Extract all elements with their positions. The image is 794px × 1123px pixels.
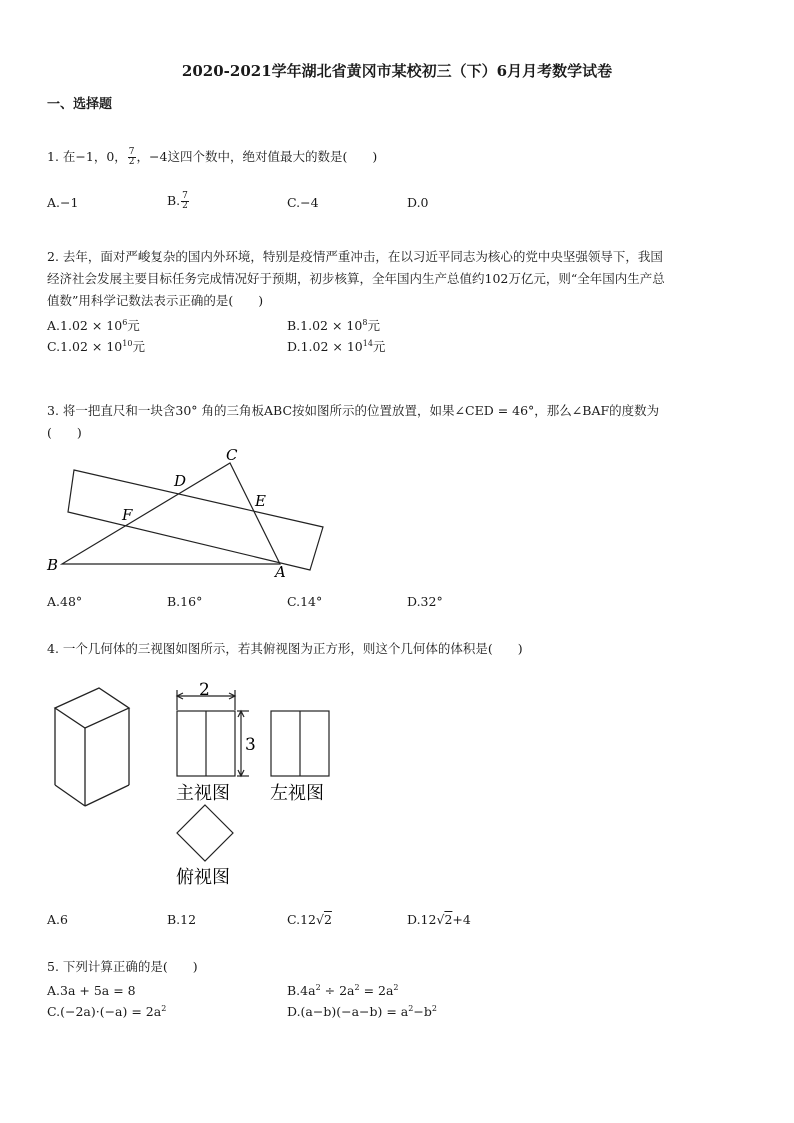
top-view-drawing xyxy=(177,805,233,861)
option-label: D. xyxy=(287,339,301,354)
exponent: 6 xyxy=(122,317,128,327)
exponent: 2 xyxy=(161,1004,167,1013)
q1-stem-part: 1. 在−1，0， xyxy=(47,149,127,164)
question-4-stem: 4. 一个几何体的三视图如图所示，若其俯视图为正方形，则这个几何体的体积是( ) xyxy=(47,641,523,656)
option-label: B. xyxy=(167,193,181,208)
exponent: 2 xyxy=(431,1004,437,1013)
fraction-numerator: 7 xyxy=(182,191,188,201)
q5-option-a[interactable]: A.3a + 5a = 8 xyxy=(47,983,136,998)
exponent: 2 xyxy=(315,983,321,992)
exponent: 10 xyxy=(122,338,133,348)
sqrt-sign: √ xyxy=(316,912,324,927)
q3-option-d[interactable]: D.32° xyxy=(407,594,443,609)
question-5-stem: 5. 下列计算正确的是( ) xyxy=(47,959,198,974)
option-label: C. xyxy=(47,339,61,354)
q4-option-c[interactable] xyxy=(287,912,332,927)
fraction-seven-halves xyxy=(181,192,189,211)
option-text: +4 xyxy=(452,912,471,927)
fraction-seven-halves xyxy=(128,148,136,167)
q4-option-a[interactable]: A.6 xyxy=(47,912,68,927)
option-text: = 2a xyxy=(359,983,394,999)
front-view-drawing xyxy=(177,690,249,776)
option-text: C.12 xyxy=(287,912,316,927)
q3-option-c[interactable]: C.14° xyxy=(287,594,323,609)
q1-option-a[interactable]: A.−1 xyxy=(47,195,79,210)
q1-option-d[interactable]: D.0 xyxy=(407,195,429,210)
option-label: B. xyxy=(287,318,301,333)
dimension-width: 2 xyxy=(199,680,210,700)
q1-stem-part: ，−4这四个数中，绝对值最大的数是( ) xyxy=(136,149,378,164)
label-b: B xyxy=(47,556,59,574)
q1-option-b[interactable] xyxy=(167,192,190,211)
unit: 元 xyxy=(367,318,380,333)
option-text: −b xyxy=(413,1004,432,1020)
exponent: 14 xyxy=(362,338,373,348)
sci-base: 1.02 × 10 xyxy=(60,339,123,354)
label-f: F xyxy=(122,506,133,524)
exponent: 2 xyxy=(354,983,360,992)
q3-option-b[interactable]: B.16° xyxy=(167,594,203,609)
q1-option-c[interactable]: C.−4 xyxy=(287,195,319,210)
front-view-label: 主视图 xyxy=(176,783,230,804)
label-e: E xyxy=(255,492,266,510)
q2-line: 2. 去年，面对严峻复杂的国内外环境，特别是疫情严重冲击，在以习近平同志为核心的党中央坚强领导下，我国 xyxy=(47,249,663,264)
exponent: 8 xyxy=(362,317,368,327)
q2-option-c[interactable] xyxy=(47,337,145,355)
sqrt-sign: √ xyxy=(436,912,445,927)
section-heading: 一、选择题 xyxy=(47,97,113,112)
option-text: D.12 xyxy=(407,912,437,927)
sqrt-argument: 2 xyxy=(323,912,332,927)
fraction-denominator: 2 xyxy=(128,157,135,167)
label-c: C xyxy=(226,446,238,464)
option-label: A. xyxy=(47,318,61,333)
sci-base: 1.02 × 10 xyxy=(300,318,363,333)
q5-option-c[interactable] xyxy=(47,1004,166,1019)
top-view-label: 俯视图 xyxy=(176,867,230,888)
fraction-numerator: 7 xyxy=(128,147,135,157)
option-text: B.4a xyxy=(287,983,316,999)
q3-line: ( ) xyxy=(47,425,82,440)
option-text: ÷ 2a xyxy=(320,983,355,999)
q4-option-d[interactable] xyxy=(407,912,471,927)
q5-option-d[interactable] xyxy=(287,1004,437,1019)
page-title: 2020-2021学年湖北省黄冈市某校初三（下）6月月考数学试卷 xyxy=(181,62,613,80)
exponent: 2 xyxy=(393,983,399,992)
q2-line: 经济社会发展主要目标任务完成情况好于预期，初步核算，全年国内生产总值约102万亿元，则“全年国内生产总 xyxy=(47,271,665,286)
q2-option-a[interactable] xyxy=(47,316,140,334)
q3-option-a[interactable]: A.48° xyxy=(47,594,83,609)
question-2-stem xyxy=(47,246,752,312)
q4-option-b[interactable]: B.12 xyxy=(167,912,197,927)
unit: 元 xyxy=(132,339,145,354)
three-views-figure xyxy=(45,680,345,895)
option-text: C.(−2a)·(−a) = 2a xyxy=(47,1004,162,1020)
option-text: D.(a−b)(−a−b) = a xyxy=(287,1004,409,1020)
fraction-denominator: 2 xyxy=(182,201,188,211)
ruler-triangle-figure xyxy=(40,440,340,585)
left-view-label: 左视图 xyxy=(270,783,324,804)
ruler-shape xyxy=(68,470,323,570)
unit: 元 xyxy=(127,318,140,333)
label-d: D xyxy=(174,472,187,490)
triangle-abc xyxy=(62,463,280,564)
question-1-stem xyxy=(47,146,752,168)
prism-3d-drawing xyxy=(55,688,129,806)
q3-line: 3. 将一把直尺和一块含30° 角的三角板ABC按如图所示的位置放置，如果∠CED = 46°，那么∠BAF的度数为 xyxy=(47,403,660,418)
left-view-drawing xyxy=(271,711,329,776)
sci-base: 1.02 × 10 xyxy=(300,339,363,354)
q2-option-d[interactable] xyxy=(287,337,385,355)
sci-base: 1.02 × 10 xyxy=(60,318,123,333)
exponent: 2 xyxy=(408,1004,414,1013)
q2-line: 值数”用科学记数法表示正确的是( ) xyxy=(47,293,264,308)
dimension-height: 3 xyxy=(245,735,256,755)
label-a: A xyxy=(275,563,286,581)
unit: 元 xyxy=(372,339,386,354)
q5-option-b[interactable] xyxy=(287,983,399,998)
q2-option-b[interactable] xyxy=(287,316,380,334)
question-3-stem xyxy=(47,400,752,444)
sqrt-argument: 2 xyxy=(444,912,453,927)
